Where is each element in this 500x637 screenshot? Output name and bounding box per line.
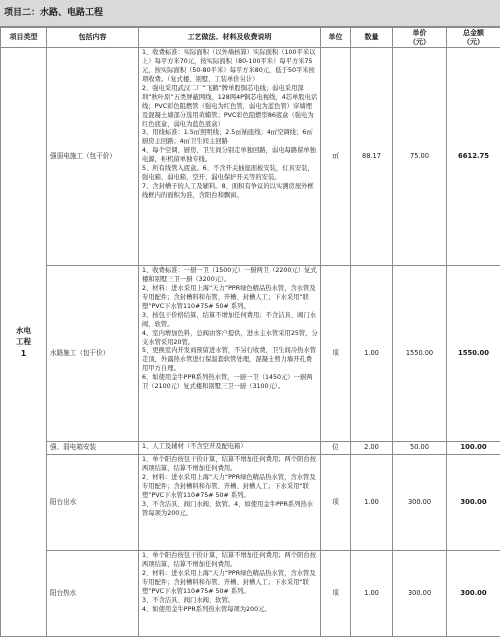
header-price-text: 单价 （元）: [409, 29, 430, 45]
row-unit: 位: [321, 442, 351, 455]
header-total: [447, 28, 500, 48]
row-unit-price: 300.00: [393, 551, 447, 637]
quote-table: [0, 27, 500, 637]
header-content: 包括内容: [47, 28, 139, 48]
description-paragraph: 5、更换室内开发商预留进水管，不另行收费，卫生间冷热水管走顶，外露热水管进行保温套软管处理，混凝土剪力墙开孔费用甲方自理。: [142, 347, 318, 374]
row-quantity: 88.17: [351, 48, 393, 266]
table-row: [1, 455, 500, 551]
row-unit: 项: [321, 455, 351, 551]
header-unit: 单位: [321, 28, 351, 48]
description-paragraph: 5、所有线管入底盒。6、不含开关插座面板安装，灯具安装，强电箱、弱电箱、空开、漏电保护开关等的安装。: [142, 165, 318, 183]
row-unit: 项: [321, 551, 351, 637]
description-paragraph: 3、不含洁具、阀门水阀、软管。: [142, 597, 318, 606]
description-paragraph: 6、如使用金牛PPR系列热水管，一厨一卫（1450元）一厨两卫（2100元）复式楼和别墅三卫一厨（3100元）。: [142, 374, 318, 392]
description-paragraph: 2、材料：进水采用上海“天力”PPR绿色精品热水管，含水管及专用配件；含封槽料和布管、开槽、封槽人工；下水采用“联塑”PVC下水管110#75# 50# 系列。: [142, 285, 318, 312]
header-process: 工艺做法、材料及收费说明: [139, 28, 321, 48]
row-description: [139, 442, 321, 455]
description-paragraph: 4、如使用金牛PPR系列热水管每项为200元。: [142, 606, 318, 615]
row-unit-price: 50.00: [393, 442, 447, 455]
row-total: 300.00: [447, 551, 500, 637]
row-description: [139, 455, 321, 551]
table-row: [1, 442, 500, 455]
row-item-name: 强弱电施工（包干价）: [47, 48, 139, 266]
row-total: 6612.75: [447, 48, 500, 266]
row-item-name: 阳台出水: [47, 455, 139, 551]
row-unit-price: 300.00: [393, 455, 447, 551]
description-paragraph: 1、收费标准：一厨一卫（1500元）一厨两卫（2200元）复式楼和别墅三卫一厨（3200元）。: [142, 267, 318, 285]
row-total: 100.00: [447, 442, 500, 455]
row-description: [139, 551, 321, 637]
description-paragraph: 4、每个空调、厨房、卫生间分别走单独回路，弱电每路留单独电源，柜机留单独专线。: [142, 147, 318, 165]
table-header-row: [1, 28, 500, 48]
row-item-name: 强、弱电箱安装: [47, 442, 139, 455]
row-unit: ㎡: [321, 48, 351, 266]
row-total: 1550.00: [447, 266, 500, 442]
description-paragraph: 3、按包干价格结算，结算不增加任何费用；不含洁具、阀门水阀、软管。: [142, 312, 318, 330]
description-paragraph: 1、人工及辅材（不含空开及配电箱）: [142, 443, 318, 452]
description-paragraph: 1、单个阳台按包干价计算，结算不增加任何费用；两个阳台按两项结算，结算不增加任何费用。: [142, 552, 318, 570]
row-quantity: 2.00: [351, 442, 393, 455]
description-paragraph: 1、收费标准：实际面积（以外墙核算）实际面积（100平米以上）每平方米70元，按实际面积（80-100平米）每平方米75元，按实际面积（50-80平米）每平方米80元，低于50平米按项收费。（复式楼、别墅、工装单价另计）: [142, 49, 318, 85]
row-item-name: 阳台热水: [47, 551, 139, 637]
header-price: [393, 28, 447, 48]
description-paragraph: 3、不含洁具、阀门水阀、软管。4、如使用金牛PPR系列热水管每项为200元。: [142, 501, 318, 519]
project-type-label: 水电工程1: [16, 325, 32, 359]
page-title: 项目二：水路、电路工程: [0, 0, 500, 27]
row-quantity: 1.00: [351, 266, 393, 442]
description-paragraph: 7、含封槽子的人工及辅料。8、面积有争议的以实测房屋外框线框内的面积为准，含阳台和飘窗。: [142, 183, 318, 201]
row-item-name: 水路施工（包干价）: [47, 266, 139, 442]
description-paragraph: 2、强电采用武汉二厂“飞鹤”牌单股铜芯电线；弱电采用深圳“秋叶原”五类屏蔽网线、128网4P铜芯电视线，4芯单股电话线；PVC彩色阻燃管（强电为红色管，弱电为蓝色管）穿墙埋及混凝土墙部分选用黄蜡管；PVC彩色阻燃型86底盒（强电为红色底盒，弱电为蓝色底盒）: [142, 85, 318, 130]
description-paragraph: 1、单个阳台按包干价计算，结算不增加任何费用；两个阳台按两项结算，结算不增加任何费用。: [142, 456, 318, 474]
header-type: 项目类型: [1, 28, 47, 48]
row-quantity: 1.00: [351, 455, 393, 551]
row-unit-price: 1550.00: [393, 266, 447, 442]
row-unit-price: 75.00: [393, 48, 447, 266]
row-total: 300.00: [447, 455, 500, 551]
description-paragraph: 3、用线标准：1.5㎡照明线；2.5㎡插座线；4㎡空调线；6㎡厨房主回路；4㎡卫生间主回路: [142, 129, 318, 147]
header-qty: 数量: [351, 28, 393, 48]
table-row: [1, 551, 500, 637]
header-total-text: 总金额 （元）: [463, 29, 484, 45]
row-description: [139, 266, 321, 442]
row-description: [139, 48, 321, 266]
row-quantity: 1.00: [351, 551, 393, 637]
table-body: [1, 48, 500, 637]
project-type-cell: [1, 48, 47, 637]
table-row: [1, 266, 500, 442]
table-row: [1, 48, 500, 266]
description-paragraph: 4、室内增加色料，总阀由客户提供，进水主水管采用25管，分支水管采用20管。: [142, 330, 318, 348]
description-paragraph: 2、材料：进水采用上海“天力”PPR绿色精品热水管，含水管及专用配件；含封槽料和布管、开槽、封槽人工；下水采用“联塑”PVC下水管110#75# 50# 系列。: [142, 474, 318, 501]
description-paragraph: 2、材料：进水采用上海“天力”PPR绿色精品热水管，含水管及专用配件；含封槽料和布管、开槽、封槽人工；下水采用“联塑”PVC下水管110#75# 50# 系列。: [142, 570, 318, 597]
row-unit: 项: [321, 266, 351, 442]
